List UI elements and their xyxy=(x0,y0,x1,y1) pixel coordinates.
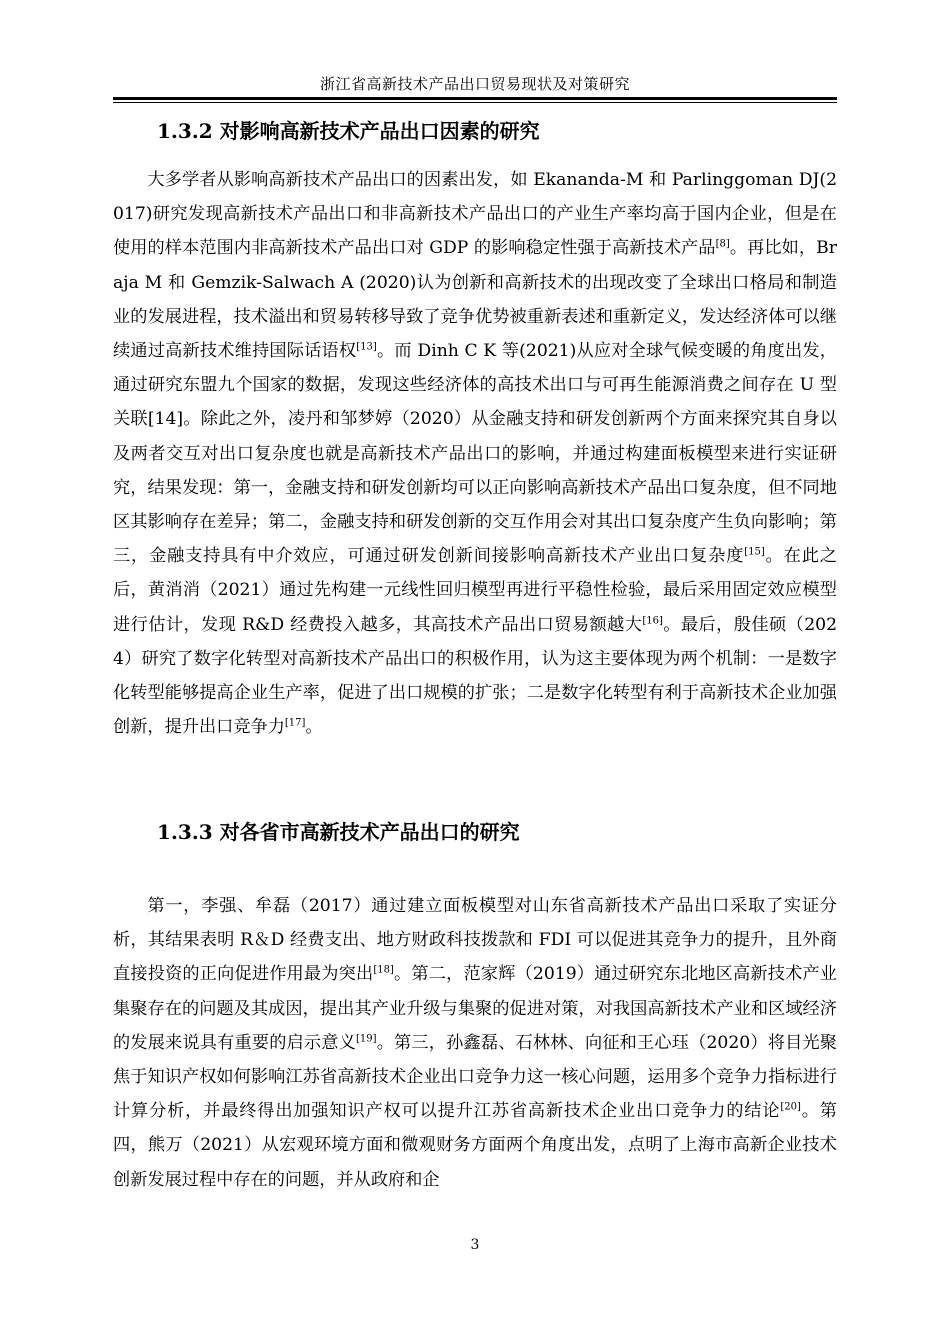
text-run: 第一，李强、牟磊（2017）通过建立面板模型对山东省高新技术产品出口采取了实证分析，其结果表明 R＆D 经费支出、地方财政科技拨款和 FDI 可以促进其竞争力的提升，且外商直接投资的正向促进作用最为突出 xyxy=(113,896,837,985)
citation-marker: [17] xyxy=(284,717,306,729)
header-rule-secondary xyxy=(113,102,837,103)
citation-marker: [8] xyxy=(715,238,730,250)
page-number: 3 xyxy=(470,1237,480,1253)
text-run: 。再比如，Braja M 和 Gemzik-Salwach A (2020)认为创新和高新技术的出现改变了全球出口格局和制造业的发展进程，技术溢出和贸易转移导致了竞争优势被重新表述和重新定义，发达经济体可以继续通过高新技术维持国际话语权 xyxy=(113,238,837,362)
section-heading-1-3-3: 1.3.3 对各省市高新技术产品出口的研究 xyxy=(157,820,520,844)
text-run: 。最后，殷佳硕（2024）研究了数字化转型对高新技术产品出口的积极作用，认为这主要体现为两个机制：一是数字化转型能够提高企业生产率，促进了出口规模的扩张；二是数字化转型有利于高新技术企业加强创新，提升出口竞争力 xyxy=(113,614,838,738)
section-heading-1-3-2: 1.3.2 对影响高新技术产品出口因素的研究 xyxy=(157,119,540,143)
text-run: 。第三，孙鑫磊、石林林、向征和王心珏（2020）将目光聚焦于知识产权如何影响江苏省高新技术企业出口竞争力这一核心问题，运用多个竞争力指标进行计算分析，并最终得出加强知识产权可以提升江苏省高新技术企业出口竞争力的结论 xyxy=(113,1032,837,1122)
text-run: 。第四，熊万（2021）从宏观环境方面和微观财务方面两个角度出发，点明了上海市高新企业技术创新发展过程中存在的问题，并从政府和企 xyxy=(113,1101,837,1190)
citation-marker: [13] xyxy=(356,341,377,353)
paragraph-1-3-2 xyxy=(113,163,837,744)
running-header: 浙江省高新技术产品出口贸易现状及对策研究 xyxy=(319,75,630,93)
citation-marker: [18] xyxy=(373,964,394,976)
citation-marker: [19] xyxy=(356,1033,377,1045)
text-run: 。而 Dinh C K 等(2021)从应对全球气候变暖的角度出发，通过研究东盟九个国家的数据，发现这些经济体的高技术出口与可再生能源消费之间存在 U 型关联[14]。除此之外，凌丹和邹梦婷（2020）从金融支持和研发创新两个方面来探究其自身以及两者交互对出口复杂度也就是高新技术产品出口的影响，并通过构建面板模型来进行实证研究，结果发现：第一，金融支持和研发创新均可以正向影响高新技术产品出口复杂度，但不同地区其影响存在差异；第二，金融支持和研发创新的交互作用会对其出口复杂度产生负向影响；第三，金融支持具有中介效应，可通过研发创新间接影响高新技术产业出口复杂度 xyxy=(113,341,837,567)
paragraph-1-3-3 xyxy=(113,889,837,1197)
text-run: 。在此之后，黄消消（2021）通过先构建一元线性回归模型再进行平稳性检验，最后采用固定效应模型进行估计，发现 R&D 经费投入越多，其高技术产品出口贸易额越大 xyxy=(113,546,837,635)
citation-marker: [16] xyxy=(642,614,663,626)
text-run: 。 xyxy=(305,717,323,738)
citation-marker: [20] xyxy=(780,1101,801,1113)
citation-marker: [15] xyxy=(744,546,765,558)
text-run: 。第二，范家辉（2019）通过研究东北地区高新技术产业集聚存在的问题及其成因，提出其产业升级与集聚的促进对策，对我国高新技术产业和区域经济的发展来说具有重要的启示意义 xyxy=(113,964,837,1053)
text-run: 大多学者从影响高新技术产品出口的因素出发，如 Ekananda-M 和 Parlinggoman DJ(2017)研究发现高新技术产品出口和非高新技术产品出口的产业生产率均高于国内企业，但是在使用的样本范围内非高新技术产品出口对 GDP 的影响稳定性强于高新技术产品 xyxy=(113,170,837,259)
header-rule xyxy=(113,97,837,100)
